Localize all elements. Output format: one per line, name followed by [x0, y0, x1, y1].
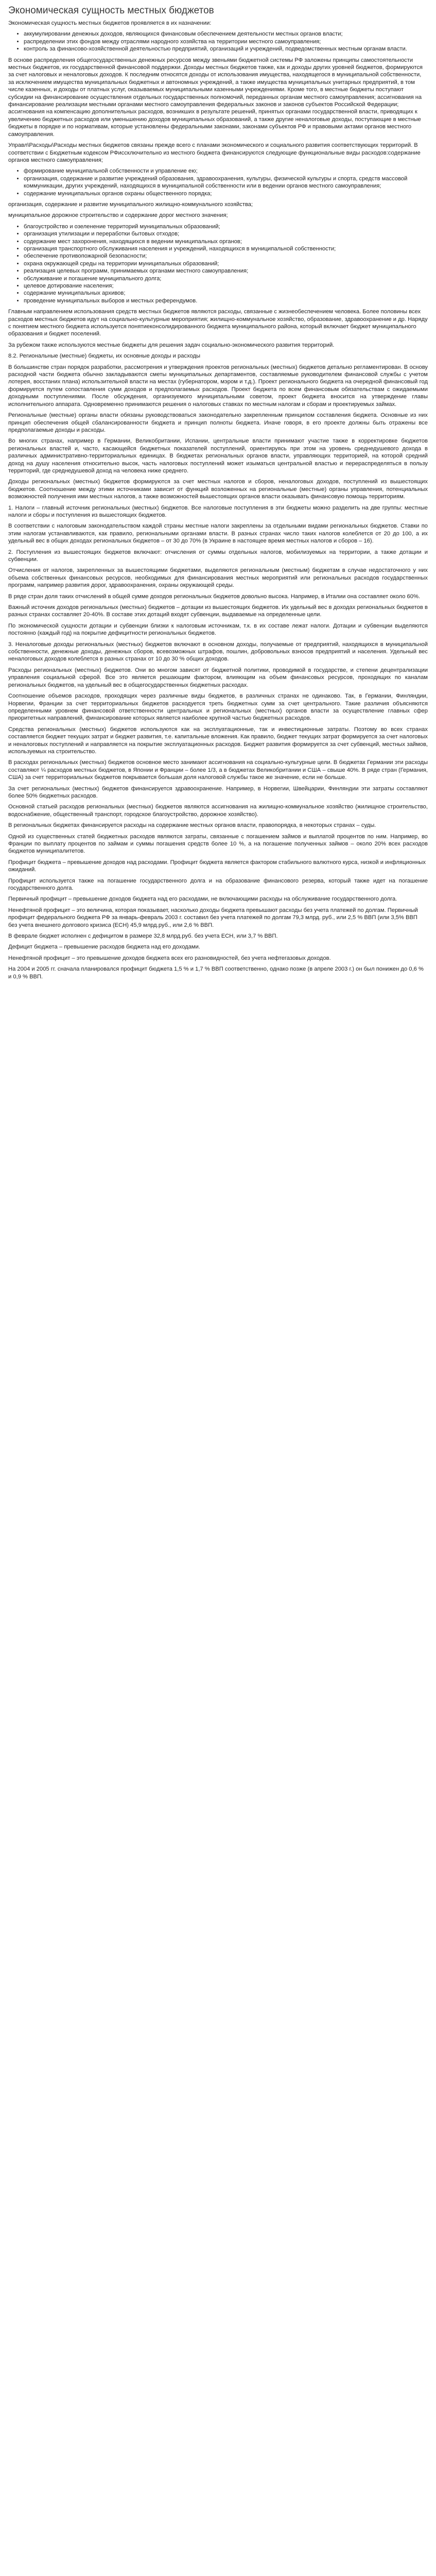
paragraph: В феврале бюджет исполнен с дефицитом в размере 32,8 млрд.руб. без учета ЕСН, или 3,7 % ВВП. [8, 933, 278, 940]
document-body [8, 20, 428, 980]
paragraph: организация, содержание и развитие муниципального жилищно-коммунального хозяйства; [8, 201, 253, 208]
paragraph: Во многих странах, например в Германии, Великобритании, Испании, центральные власти принимают участие также в корректировке бюджетов региональных властей и, часто, касающейся бюджетных показателей поступлений, ориентируясь при этом на уровень среднедушевого дохода в различных административно-территориальных единицах. В бюджетах региональных органов власти, управляющих территорией, на которой средний доход на душу населения относительно высок, часть налоговых поступлений может изыматься центральной властью и перераспределяться в пользу территорий, где среднедушевой доход на человека ниже среднего. [8, 438, 428, 474]
paragraph: За рубежом также используются местные бюджеты для решения задач социально-экономического развития территорий. [8, 342, 335, 348]
paragraph: Отчисления от налогов, закрепленных за вышестоящими бюджетами, выделяются региональным (местным) бюджетам в случае недостаточного у них объема собственных финансовых ресурсов, необходимых для финансирования местных мероприятий или региональных расходов государственных программ, например развития дорог, здравоохранения, охраны окружающей среды. [8, 567, 428, 589]
paragraph: Расходы региональных (местных) бюджетов. Они во многом зависят от бюджетной политики, проводимой в государстве, и степени децентрализации управления социальной сферой. Все это является решающим фактором, влияющим на объем финансовых ресурсов, проходящих по каналам региональных бюджетов, на удельный вес в общегосударственных бюджетных расходах. [8, 667, 428, 688]
paragraph: Важный источник доходов региональных (местных) бюджетов – дотации из вышестоящих бюджетов. Их удельный вес в доходах региональных бюджетов в разных странах составляет 20-40%. В составе этих дотаций входят субвенции, выдаваемые на определенные цели. [8, 604, 428, 618]
bullet-list [8, 223, 428, 304]
list-item: • охрана окружающей среды на территории муниципальных образований; [24, 260, 428, 267]
paragraph: Профицит бюджета – превышение доходов над расходами. Профицит бюджета является фактором стабильного валютного курса, низкой и инфляционных ожиданий. [8, 859, 426, 873]
paragraph: Региональные (местные) органы власти обязаны руководствоваться законодательно закрепленным принципом составления бюджета. Основные из них принцип обеспечения общей сбалансированности бюджета и принцип полноты бюджета. Иначе говоря, в его проекте должны быть отражены все предполагаемые доходы и расходы. [8, 412, 428, 433]
list-item: • содержание муниципальных органов охраны общественного порядка; [24, 190, 428, 197]
paragraph: В ряде стран доля таких отчислений в общей сумме доходов региональных бюджетов довольно высока. Например, в Италии она составляет около 60%. [8, 593, 421, 600]
paragraph: Главным направлением использования средств местных бюджетов являются расходы, связанные с жизнеобеспечением человека. Более половины всех расходов местных бюджетов идут на социально-культурные мероприятия; жилищно-коммунальное хозяйство, образование, здравоохранение и др. Наряду с понятием местного бюджета используется понятиеконсолидированного бюджета муниципального района, который включает бюджет муниципального образования и бюджет поселений. [8, 309, 428, 337]
page-title: Экономическая сущность местных бюджетов [8, 5, 214, 16]
paragraph: Основной статьей расходов региональных (местных) бюджетов являются ассигнования на жилищно-коммунальное хозяйство (жилищное строительство, водоснабжение, общественный транспорт, городское благоустройство, дорожное хозяйство). [8, 804, 428, 818]
paragraph: Ненефтяной профицит – это превышение доходов бюджета всех его разновидностей, без учета нефтегазовых доходов. [8, 955, 331, 961]
list-item: • распределении этих фондов между отраслями народного хозяйства на территории местного самоуправления; [24, 38, 428, 45]
list-item: • формирование муниципальной собственности и управление ею; [24, 167, 428, 175]
paragraph: В большинстве стран порядок разработки, рассмотрения и утверждения проектов региональных (местных) бюджетов детально регламентирован. В основу расходной части бюджета обычно закладываются сметы муниципальных департаментов, составляемые руководителем финансовой службы с учетом лотерея, восстаних плана) использительной власти на местах (губернатором, мэром и т.д.). Проект регионального бюджета на очередной финансовый год формируется путем сопоставления сумм доходов и предполагаемых расходов. Проект бюджета по всем финансовым обязательствам с ожидаемыми доходными поступлениями. После обсуждения, организуемого муниципальными советом, проект бюджета вносится на утверждение главы исполнительного аппарата. Одновременно принимаются решения о налоговых ставках по местным налогам и сборам и проектируемых займах. [8, 364, 428, 408]
list-item: • обслуживание и погашение муниципального долга; [24, 275, 428, 282]
paragraph: Дефицит бюджета – превышение расходов бюджета над его доходами. [8, 944, 200, 951]
list-item: • благоустройство и озеленение территорий муниципальных образований; [24, 223, 428, 230]
list-item: • организация утилизации и переработки бытовых отходов; [24, 230, 428, 238]
list-item: • содержание муниципальных архивов; [24, 290, 428, 297]
paragraph: В основе распределения общегосударственных денежных ресурсов между звеньями бюджетной системы РФ заложены принципы самостоятельности местных бюджетов, их государственной финансовой поддержки. Доходы местных бюджетов также, как и доходы других уровней бюджетов, формируются за счет налоговых и неналоговых доходов. К последним относятся доходы от использования имущества, находящегося в муниципальной собственности, за исключением имущества муниципальных бюджетных и автономных учреждений, а также имущества муниципальных унитарных предприятий, в том числе казенных, и доходы от платных услуг, оказываемых муниципальными казенными учреждениями. Кроме того, в местные бюджеты поступают субсидии на финансирование осуществления отдельных государственных полномочий, переданных органам местного самоуправления; ассигнования на финансирование реализации местными органами местного самоуправления федеральных законов и законов субъектов Российской Федерации; ассигнования на компенсацию дополнительных расходов, возникших в результате решений, принятых органами государственной власти, приводящих к увеличению бюджетных расходов или уменьшению доходов муниципальных образований, а также другие неналоговые доходы, поступающие в местные бюджеты в порядке и по нормативам, которые установлены федеральными законами, законами субъектов РФ и правовыми актами органов местного самоуправления. [8, 57, 423, 138]
paragraph: 2. Поступления из вышестоящих бюджетов включают: отчисления от суммы отдельных налогов, мобилизуемых на территории, а также дотации и субвенции. [8, 549, 428, 563]
paragraph: Первичный профицит – превышение доходов бюджета над его расходами, не включающими расходы на обслуживание государственного долга. [8, 896, 397, 903]
list-item: • проведение муниципальных выборов и местных референдумов. [24, 297, 428, 304]
paragraph: На 2004 и 2005 гг. сначала планировался профицит бюджета 1,5 % и 1,7 % ВВП соответственно, однако позже (в апреле 2003 г.) он был понижен до 0,6 % и 0,9 % ВВП. [8, 966, 424, 980]
bullet-list [8, 167, 428, 197]
paragraph: Средства региональных (местных) бюджетов используются как на эксплуатационные, так и инвестиционные затраты. Поэтому во всех странах составляется бюджет текущих затрат и бюджет развития, т.е. капитальные вложения. Как правило, бюджет текущих затрат формируется за счет налоговых и неналоговых поступлений и направляется на покрытие эксплуатационных расходов. Бюджет развития формируется за счет субвенций, местных займов, используемых на строительство. [8, 726, 428, 755]
page [0, 0, 436, 990]
paragraph: В соответствии с налоговым законодательством каждой страны местные налоги закреплены за отдельными видами региональных бюджетов. Ставки по этим налогам устанавливаются, как правило, региональными органами власти. В разных странах число таких налогов колеблется от 20 до 100, а их удельный вес в общих доходах региональных бюджетов – от 30 до 70% (в Украине в настоящее время местных налогов и сборов – 16). [8, 523, 428, 545]
paragraph: 8.2. Региональные (местные) бюджеты, их основные доходы и расходы [8, 353, 201, 360]
paragraph: За счет региональных (местных) бюджетов финансируется здравоохранение. Например, в Норвегии, Швейцарии, Финляндии эти затраты составляют более 50% бюджетных расходов. [8, 785, 428, 799]
paragraph: В расходах региональных (местных) бюджетов основное место занимают ассигнования на социально-культурные цели. В бюджетах Германии эти расходы составляют ¼ расходов местных бюджетов, в Японии и Франции – более 1/3, а в бюджетах Великобритании и США – свыше 40%. В ряде стран (Германия, США) за счет территориальных бюджетов покрывается большая доля налоговой службы такое же значение, если не больше. [8, 759, 428, 781]
paragraph: Ненефтяной профицит – это величина, которая показывает, насколько доходы бюджета превышают расходы без учета платежей по долгам. Первичный профицит федерального бюджета РФ за январь-февраль 2003 г. составил без учета платежей по долгам 79,3 млрд. руб., или 2,5 % ВВП (или 3,5% ВВП без учета внешнего долгового кризиса (ЕСН) 45,9 млрд.руб., или 2,6 % ВВП. [8, 907, 418, 928]
paragraph: Экономическая сущность местных бюджетов проявляется в их назначении: [8, 20, 212, 26]
list-item: • контроль за финансово-хозяйственной деятельностью предприятий, организаций и учреждений, подведомственных местным органам власти. [24, 45, 428, 53]
list-item: • целевое дотирование населения; [24, 282, 428, 290]
bullet-list [8, 30, 428, 53]
paragraph: 1. Налоги – главный источник региональных (местных) бюджетов. Все налоговые поступления в эти бюджеты можно разделить на две группы: местные налоги и сборы и поступления из вышестоящих бюджетов. [8, 504, 428, 518]
list-item: • реализация целевых программ, принимаемых органами местного самоуправления; [24, 267, 428, 275]
list-item: • содержание мест захоронения, находящихся в ведении муниципальных органов; [24, 238, 428, 245]
paragraph: Доходы региональных (местных) бюджетов формируются за счет местных налогов и сборов, неналоговых доходов, поступлений из вышестоящих бюджетов. Соотношение между этими источниками зависит от функций возложенных на региональные (местные) органы управления, потенциальных возможностей получения ими местных налогов, а также возможностей вышестоящих органов власти оказывать финансовую помощь территориям. [8, 479, 428, 500]
paragraph: Одной из существенных статей бюджетных расходов являются затраты, связанные с погашением займов и выплатой процентов по ним. Например, во Франции по выплату процентов по займам и суммы погашения средств более 10 %, а на погашение полученных займов – около 20% всех расходов бюджетов муниципалитетов. [8, 833, 428, 855]
paragraph: муниципальное дорожное строительство и содержание дорог местного значения; [8, 212, 228, 219]
paragraph: Соотношение объемов расходов, проходящих через различные виды бюджетов, в различных странах не одинаково. Так, в Германии, Финляндии, Норвегии, Франции за счет территориальных бюджетов расходуется треть бюджетных сумм за счет центрального. Такие различия объясняются определенными уровнем финансовой ответственности центральных и региональных (местных) органов власти за осуществление главных сфер приоритетных направлений, финансирование которых является наиболее крупной частью бюджетных расходов. [8, 693, 428, 722]
paragraph: Профицит используется также на погашение государственного долга и на образование финансового резерва, который также идет на погашение государственного долга. [8, 877, 428, 892]
paragraph: 3. Неналоговые доходы региональных (местных) бюджетов включают в основном доходы, получаемые от предприятий, находящихся в муниципальной собственности, денежные доходы, денежных сборов, всевозможных штрафов, пошлин, добровольных взносов предприятий и населения. Удельный вес неналоговых доходов колеблется в разных странах от 10 до 30 % общих доходов. [8, 641, 428, 663]
list-item: • обеспечение противопожарной безопасности; [24, 252, 428, 260]
paragraph: Управл\Расходы\Расходы местных бюджетов связаны прежде всего с планами экономического и социального развития соответствующих территорий. В соответствии с Бюджетным кодексом РФиссключительно из местного бюджета финансируются следующие функциональные виды расходов:содержание органов местного самоуправления; [8, 142, 421, 163]
list-item: • организация, содержание и развитие учреждений образования, здравоохранения, культуры, физической культуры и спорта, средств массовой коммуникации, других учреждений, находящихся в муниципальной собственности или в ведении органов местного самоуправления; [24, 175, 428, 190]
paragraph: В региональных бюджетах финансируется расходы на содержание местных органов власти, правопорядка, в некоторых странах – суды. [8, 822, 376, 829]
list-item: • аккумулировании денежных доходов, являющихся финансовым обеспечением деятельности местных органов власти; [24, 30, 428, 38]
paragraph: По экономической сущности дотации и субвенции близки к налоговым источникам, т.к. в их составе лежат налоги. Дотации и субвенции выделяются постоянно (каждый год) на покрытие дефицитности региональных бюджетов. [8, 622, 428, 637]
list-item: • организация транспортного обслуживания населения и учреждений, находящихся в муниципальной собственности; [24, 245, 428, 252]
